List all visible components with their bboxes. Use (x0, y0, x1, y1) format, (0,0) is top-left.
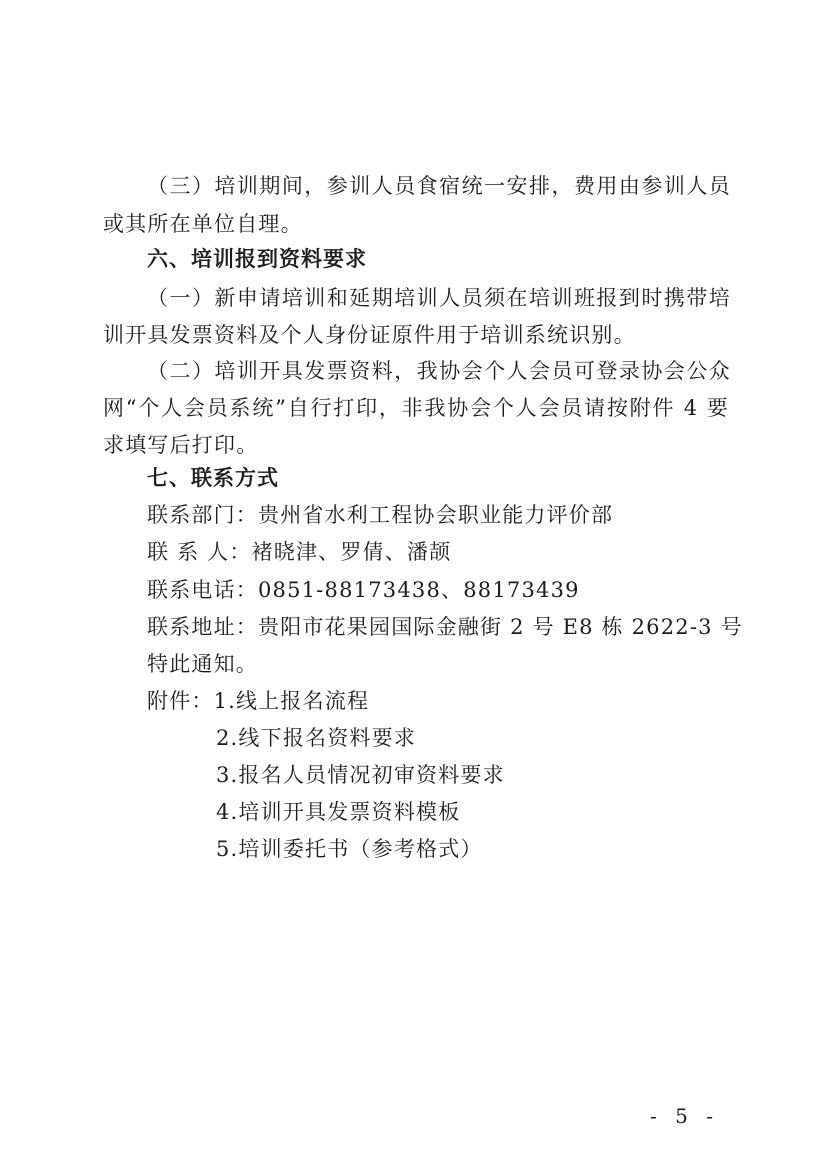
section6-item2-line3: 求填写后打印。 (103, 433, 259, 457)
contact-person: 联 系 人：褚晓津、罗倩、潘颉 (147, 540, 452, 564)
attachment-item2: 2.线下报名资料要求 (216, 726, 417, 750)
attachment-item5: 5.培训委托书（参考格式） (216, 837, 483, 861)
contact-phone: 联系电话：0851-88173438、88173439 (147, 578, 580, 602)
contact-address: 联系地址：贵阳市花果园国际金融街 2 号 E8 栋 2622-3 号 (147, 615, 743, 639)
section6-item1-line1: （一）新申请培训和延期培训人员须在培训班报到时携带培 (147, 286, 731, 310)
section6-heading: 六、培训报到资料要求 (147, 246, 367, 271)
section6-item2-line1: （二）培训开具发票资料，我协会个人会员可登录协会公众 (147, 359, 731, 383)
attachment-item3: 3.报名人员情况初审资料要求 (216, 763, 505, 787)
page-number: - 5 - (650, 1104, 719, 1128)
notice-text: 特此通知。 (147, 652, 258, 676)
training-period-line2: 或其所在单位自理。 (103, 212, 303, 236)
section6-item2-line2: 网“个人会员系统”自行打印，非我协会个人会员请按附件 4 要 (103, 396, 729, 420)
contact-department: 联系部门：贵州省水利工程协会职业能力评价部 (147, 503, 614, 527)
attachment-item1: 附件：1.线上报名流程 (147, 689, 370, 713)
attachment-item4: 4.培训开具发票资料模板 (216, 800, 461, 824)
training-period-line1: （三）培训期间，参训人员食宿统一安排，费用由参训人员 (147, 174, 731, 198)
section6-item1-line2: 训开具发票资料及个人身份证原件用于培训系统识别。 (103, 323, 636, 347)
section7-heading: 七、联系方式 (147, 465, 279, 490)
